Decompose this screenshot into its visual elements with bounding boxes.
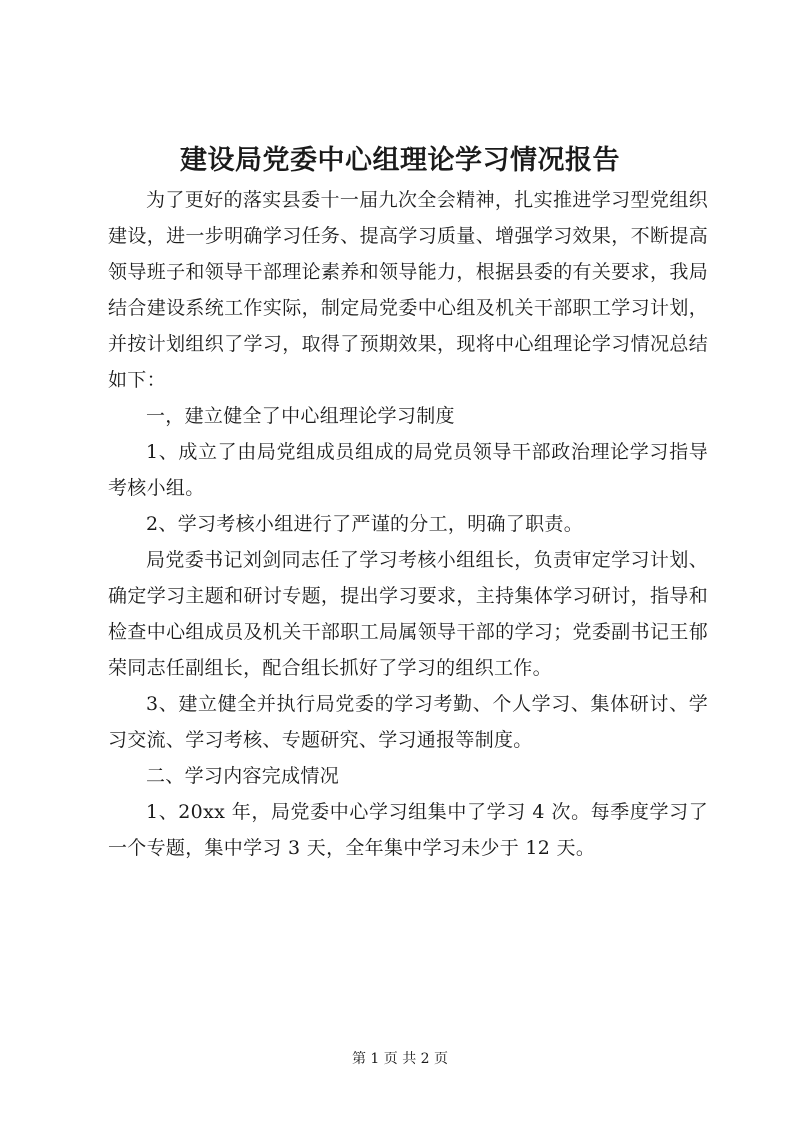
responsibility-paragraph: 局党委书记刘剑同志任了学习考核小组组长，负责审定学习计划、确定学习主题和研讨专题，提出学习要求，主持集体学习研讨，指导和检查中心组成员及机关干部职工局属领导干部的学习；党委副书记王郁荣同志任副组长，配合组长抓好了学习的组织工作。 [108,549,708,679]
list-item-1: 1、成立了由局党组成员组成的局党员领导干部政治理论学习指导考核小组。 [108,441,708,499]
intro-paragraph: 为了更好的落实县委十一届九次全会精神，扎实推进学习型党组织建设，进一步明确学习任务、提高学习质量、增强学习效果，不断提高领导班子和领导干部理论素养和领导能力，根据县委的有关要求，我局结合建设系统工作实际，制定局党委中心组及机关干部职工学习计划，并按计划组织了学习，取得了预期效果，现将中心组理论学习情况总结如下： [108,189,708,391]
page-number: 第 1 页 共 2 页 [351,1051,449,1067]
list-item-3: 3、建立健全并执行局党委的学习考勤、个人学习、集体研讨、学习交流、学习考核、专题研究、学习通报等制度。 [108,693,708,751]
section-heading-1: 一，建立健全了中心组理论学习制度 [146,405,455,427]
document-body [108,182,708,866]
section-heading-2: 二、学习内容完成情况 [146,765,340,787]
list-item-2: 2、学习考核小组进行了严谨的分工，明确了职责。 [146,513,583,535]
list-item-4: 1、20xx 年，局党委中心学习组集中了学习 4 次。每季度学习了一个专题，集中学习 3 天，全年集中学习未少于 12 天。 [108,801,708,859]
page-title: 建设局党委中心组理论学习情况报告 [180,145,620,176]
